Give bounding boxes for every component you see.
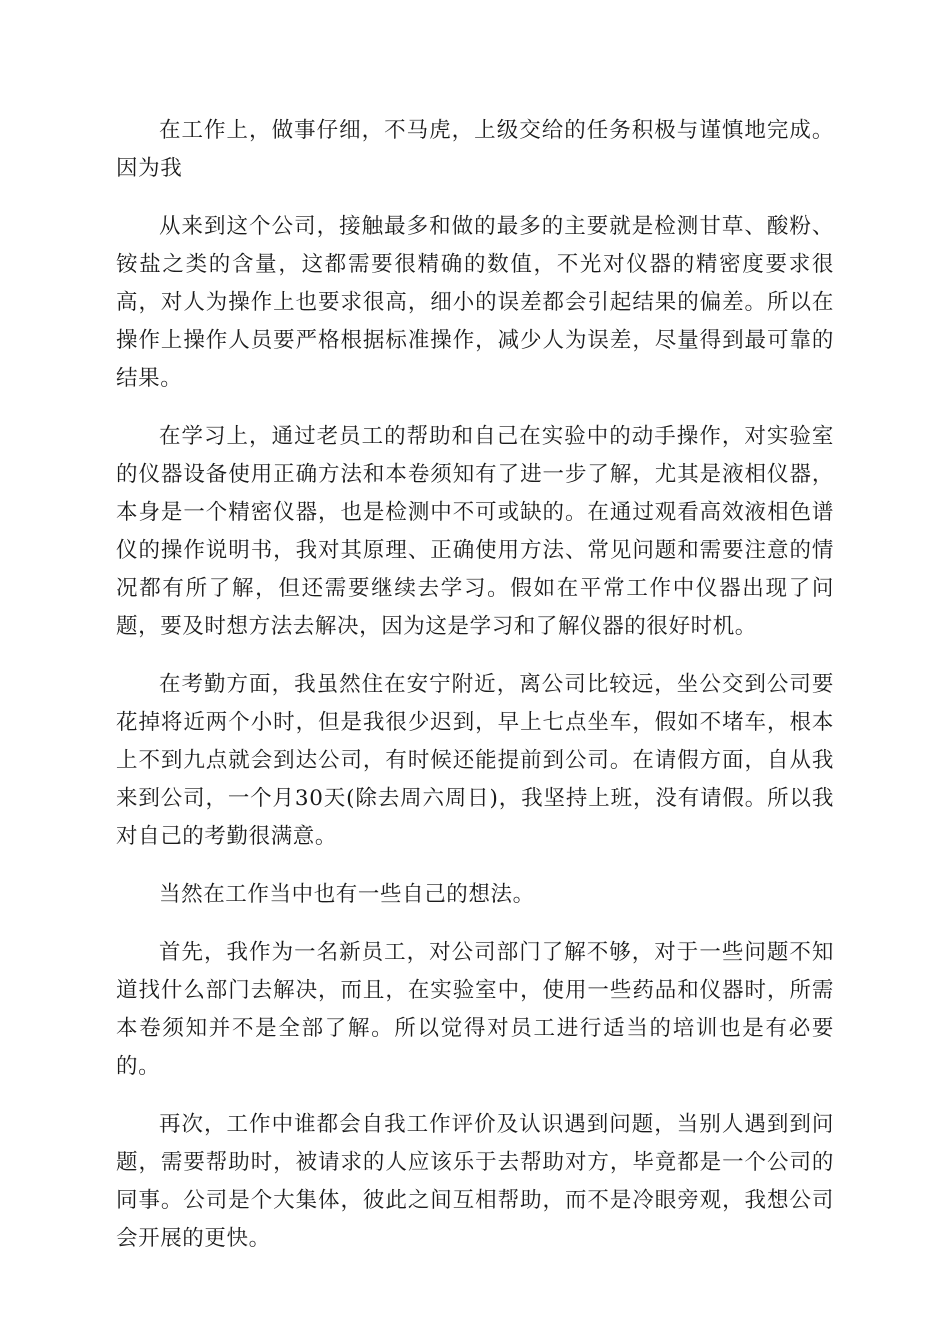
paragraph-testing-work: 从来到这个公司，接触最多和做的最多的主要就是检测甘草、酸粉、铵盐之类的含量，这都需要很精确的数值，不光对仪器的精密度要求很高，对人为操作上也要求很高，细小的误差都会引起结果的偏差。所以在操作上操作人员要严格根据标准操作，减少人为误差，尽量得到最可靠的结果。: [116, 214, 834, 391]
paragraph-second-point: 再次，工作中谁都会自我工作评价及认识遇到问题，当别人遇到到问题，需要帮助时，被请求的人应该乐于去帮助对方，毕竟都是一个公司的同事。公司是个大集体，彼此之间互相帮助，而不是冷眼旁观，我想公司会开展的更快。: [116, 1112, 834, 1251]
paragraph-attendance: 在考勤方面，我虽然住在安宁附近，离公司比较远，坐公交到公司要花掉将近两个小时，但是我很少迟到，早上七点坐车，假如不堵车，根本上不到九点就会到达公司，有时候还能提前到公司。在请假方面，自从我来到公司，一个月30天(除去周六周日)，我坚持上班，没有请假。所以我对自己的考勤很满意。: [116, 672, 834, 849]
paragraph-thoughts-intro: 当然在工作当中也有一些自己的想法。: [159, 882, 535, 907]
paragraph-work-attitude: 在工作上，做事仔细，不马虎，上级交给的任务积极与谨慎地完成。因为我: [116, 118, 834, 181]
paragraph-learning: 在学习上，通过老员工的帮助和自己在实验中的动手操作，对实验室的仪器设备使用正确方法和本卷须知有了进一步了解，尤其是液相仪器，本身是一个精密仪器，也是检测中不可或缺的。在通过观看高效液相色谱仪的操作说明书，我对其原理、正确使用方法、常见问题和需要注意的情况都有所了解，但还需要继续去学习。假如在平常工作中仪器出现了问题，要及时想方法去解决，因为这是学习和了解仪器的很好时机。: [116, 424, 834, 639]
document-body: [116, 112, 834, 1278]
paragraph-first-point: 首先，我作为一名新员工，对公司部门了解不够，对于一些问题不知道找什么部门去解决，而且，在实验室中，使用一些药品和仪器时，所需本卷须知并不是全部了解。所以觉得对员工进行适当的培训也是有必要的。: [116, 940, 834, 1079]
